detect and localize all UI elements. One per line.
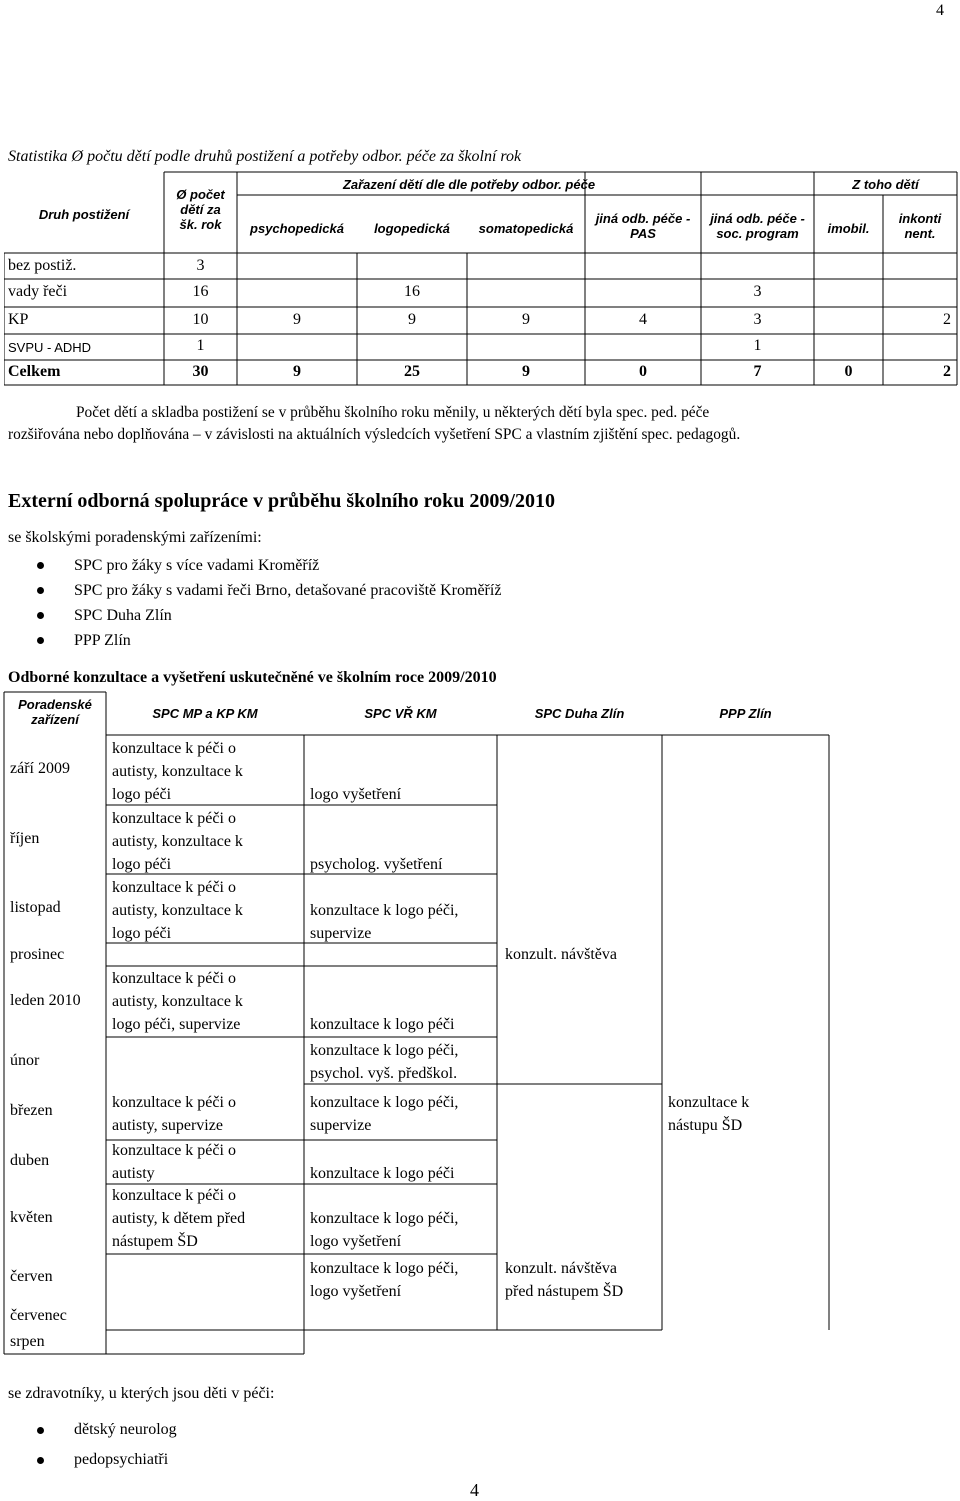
consult-cell-c2: konzultace k logo péči, (310, 1042, 459, 1059)
stats-cell-imobil: 0 (844, 363, 853, 380)
consult-cell-c3: před nástupem ŠD (505, 1283, 624, 1300)
page-number-top: 4 (936, 2, 944, 19)
header-poradenske-line-2: zařízení (31, 712, 79, 727)
stats-table (4, 171, 958, 386)
stats-cell-somato: 9 (522, 311, 530, 328)
stats-row-label: vady řeči (8, 283, 68, 300)
header-soc-line-2: soc. program (716, 226, 799, 241)
bullet-icon (37, 562, 44, 569)
consult-cell-c1: konzultace k péči o (112, 740, 236, 757)
school-facilities-list (8, 553, 501, 653)
stats-cell-somato: 9 (522, 363, 530, 380)
header-spc-mp-kp: SPC MP a KP KM (152, 706, 258, 721)
consult-cell-c2: logo vyšetření (310, 786, 402, 803)
consult-cell-c4: nástupu ŠD (668, 1117, 743, 1134)
stats-row-label: KP (8, 311, 29, 328)
consult-row-month: listopad (10, 899, 61, 916)
bullet-icon (37, 587, 44, 594)
stats-cell-soc: 1 (753, 337, 762, 354)
consult-heading: Odborné konzultace a vyšetření uskutečněné ve školním roce 2009/2010 (8, 669, 497, 686)
header-psychopedicka: psychopedická (250, 221, 344, 236)
header-soc (701, 211, 814, 241)
stats-cell-pocet: 10 (192, 311, 209, 328)
consult-cell-c1: konzultace k péči o (112, 810, 236, 827)
consult-row-month: prosinec (10, 946, 65, 963)
stats-cell-pocet: 3 (196, 257, 205, 274)
health-intro: se zdravotníky, u kterých jsou děti v péči: (8, 1385, 275, 1402)
consult-cell-c1: konzultace k péči o (112, 1094, 236, 1111)
consult-cell-c1: autisty, supervize (112, 1117, 223, 1134)
consult-cell-c1: logo péči, supervize (112, 1016, 241, 1033)
consult-row-month: leden 2010 (10, 992, 81, 1009)
health-list (8, 1418, 177, 1478)
consult-cell-c1: konzultace k péči o (112, 970, 236, 987)
list-item: SPC pro žáky s vadami řeči Brno, detašované pracoviště Kroměříž (8, 578, 501, 603)
consult-cell-c1: autisty, konzultace k (112, 902, 243, 919)
consult-cell-c1: autisty, k dětem před (112, 1210, 246, 1227)
header-poradenske-line-1: Poradenské (18, 697, 92, 712)
consult-cell-c2: supervize (310, 925, 372, 942)
consult-row-month: únor (10, 1052, 40, 1069)
consult-cell-c2: konzultace k logo péči (310, 1016, 455, 1033)
header-pocet-line-3: šk. rok (179, 217, 222, 232)
stats-cell-pocet: 16 (192, 283, 209, 300)
consult-cell-c2: konzultace k logo péči, (310, 1260, 459, 1277)
stats-table-grid (4, 171, 958, 386)
consult-cell-c1: nástupem ŠD (112, 1233, 198, 1250)
consult-cell-c2: konzultace k logo péči, (310, 902, 459, 919)
stats-row-label: SVPU - ADHD (8, 340, 92, 355)
stats-note-line-1: Počet dětí a skladba postižení se v průběhu školního roku měnily, u některých dětí byla spec. ped. péče (76, 404, 710, 421)
header-inkont-line-2: nent. (904, 226, 936, 241)
header-pocet-line-1: Ø počet (176, 187, 225, 202)
consult-cell-c1: konzultace k péči o (112, 1187, 236, 1204)
header-pocet (164, 187, 237, 232)
consult-row-month: říjen (10, 830, 40, 847)
stats-cell-inkont: 2 (943, 363, 951, 380)
header-spc-duha: SPC Duha Zlín (534, 706, 625, 721)
header-somatopedicka: somatopedická (478, 221, 574, 236)
consult-cell-c2: logo vyšetření (310, 1233, 402, 1250)
stats-title: Statistika Ø počtu dětí podle druhů postižení a potřeby odbor. péče za školní rok (8, 148, 522, 165)
consult-cell-c2: konzultace k logo péči (310, 1165, 455, 1182)
stats-cell-pocet: 30 (192, 363, 209, 380)
consult-cell-c4: konzultace k (668, 1094, 750, 1111)
consult-cell-c1: autisty, konzultace k (112, 763, 243, 780)
consult-cell-c1: autisty, konzultace k (112, 833, 243, 850)
stats-cell-logo: 25 (404, 363, 420, 380)
stats-row-label: bez postiž. (8, 257, 77, 274)
stats-cell-psycho: 9 (293, 363, 301, 380)
consult-row-month: září 2009 (10, 760, 70, 777)
list-item: SPC pro žáky s více vadami Kroměříž (8, 553, 501, 578)
section-heading: Externí odborná spolupráce v průběhu školního roku 2009/2010 (8, 490, 555, 512)
consult-cell-c1: logo péči (112, 786, 172, 803)
header-pas-line-2: PAS (630, 226, 656, 241)
header-z-toho: Z toho dětí (852, 177, 919, 192)
school-intro: se školskými poradenskými zařízeními: (8, 529, 262, 546)
header-logopedicka: logopedická (374, 221, 450, 236)
consult-cell-c2: konzultace k logo péči, (310, 1094, 459, 1111)
consult-cell-c3: konzult. návštěva (505, 946, 617, 963)
header-pas-line-1: jiná odb. péče - (595, 211, 691, 226)
consult-cell-c3: konzult. návštěva (505, 1260, 617, 1277)
list-item: SPC Duha Zlín (8, 603, 501, 628)
consult-cell-c1: autisty, konzultace k (112, 993, 243, 1010)
stats-note-line-2: rozšiřována nebo doplňována – v závislosti na aktuálních výsledcích vyšetření SPC a vlastním zjištění spec. pedagogů. (8, 426, 741, 443)
stats-cell-soc: 7 (753, 363, 762, 380)
consult-cell-c1: logo péči (112, 856, 172, 873)
consult-cell-c1: konzultace k péči o (112, 879, 236, 896)
stats-cell-soc: 3 (753, 311, 762, 328)
stats-note (8, 402, 953, 446)
consult-cell-c1: logo péči (112, 925, 172, 942)
page-number-bottom: 4 (470, 1480, 479, 1500)
header-druh: Druh postižení (38, 207, 130, 222)
consult-row-month: květen (10, 1209, 53, 1226)
consult-row-month: duben (10, 1152, 50, 1169)
bullet-icon (37, 1457, 44, 1464)
stats-cell-soc: 3 (753, 283, 762, 300)
stats-cell-pocet: 1 (196, 337, 205, 354)
header-pocet-line-2: dětí za (180, 202, 221, 217)
stats-cell-logo: 16 (404, 283, 420, 300)
consult-row-month: srpen (10, 1333, 45, 1350)
header-poradenske (4, 697, 106, 727)
stats-cell-pas: 4 (639, 311, 647, 328)
stats-cell-inkont: 2 (943, 311, 951, 328)
consult-cell-c2: psychol. vyš. předškol. (310, 1065, 458, 1082)
stats-cell-logo: 9 (408, 311, 416, 328)
consult-cell-c1: autisty (112, 1165, 155, 1182)
consult-row-month: červen (10, 1268, 53, 1285)
header-imobil: imobil. (827, 221, 870, 236)
consult-cell-c2: psycholog. vyšetření (310, 856, 443, 873)
header-inkont-line-1: inkonti (898, 211, 942, 226)
list-item: PPP Zlín (8, 628, 501, 653)
consult-row-month: březen (10, 1102, 53, 1119)
header-ppp: PPP Zlín (719, 706, 772, 721)
header-soc-line-1: jiná odb. péče - (710, 211, 805, 226)
stats-row-label: Celkem (8, 363, 61, 380)
stats-cell-psycho: 9 (293, 311, 301, 328)
bullet-icon (37, 637, 44, 644)
consult-cell-c2: logo vyšetření (310, 1283, 402, 1300)
consult-cell-c2: supervize (310, 1117, 372, 1134)
bullet-icon (37, 612, 44, 619)
list-item: pedopsychiatři (8, 1448, 177, 1478)
header-inkont (883, 211, 957, 241)
stats-cell-pas: 0 (639, 363, 647, 380)
list-item: dětský neurolog (8, 1418, 177, 1448)
header-zarazeni: Zařazení dětí dle dle potřeby odbor. péče (342, 177, 596, 192)
consult-cell-c1: konzultace k péči o (112, 1142, 236, 1159)
header-pas (585, 211, 701, 241)
consult-cell-c2: konzultace k logo péči, (310, 1210, 459, 1227)
bullet-icon (37, 1427, 44, 1434)
consult-row-month: červenec (10, 1307, 67, 1324)
header-spc-vr: SPC VŘ KM (364, 706, 437, 721)
